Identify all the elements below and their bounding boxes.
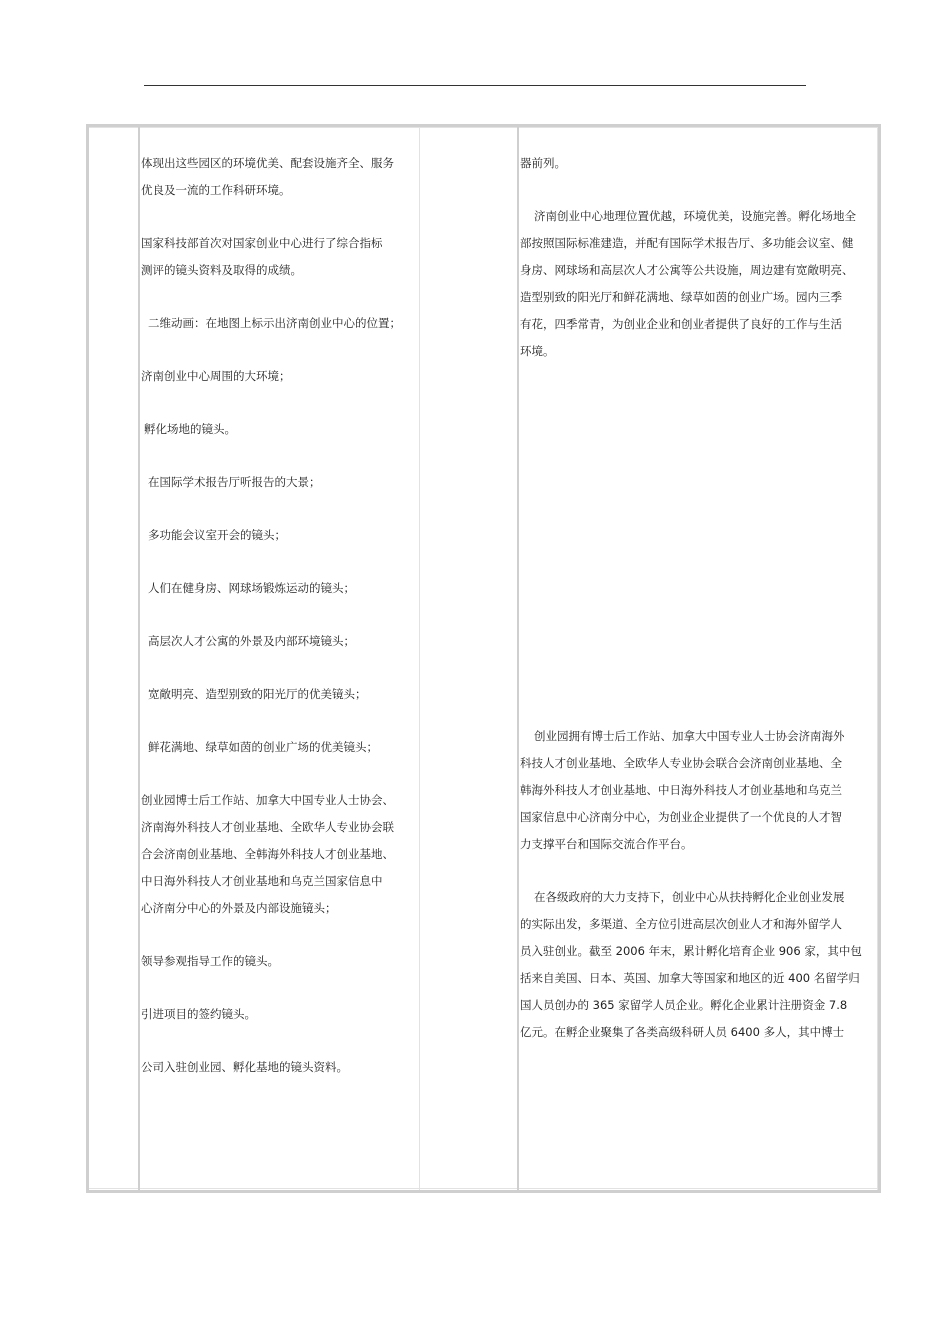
left-line: 宽敞明亮、造型别致的阳光厅的优美镜头；	[148, 687, 367, 701]
right-line: 造型别致的阳光厅和鲜花满地、绿草如茵的创业广场。园内三季	[520, 290, 842, 304]
header-rule	[144, 85, 806, 86]
right-line: 有花，四季常青，为创业企业和创业者提供了良好的工作与生活	[520, 317, 842, 331]
left-line: 公司入驻创业园、孵化基地的镜头资料。	[141, 1060, 348, 1074]
left-line: 在国际学术报告厅听报告的大景；	[148, 475, 321, 489]
left-line: 合会济南创业基地、全韩海外科技人才创业基地、	[141, 847, 394, 861]
left-line: 心济南分中心的外景及内部设施镜头；	[141, 901, 337, 915]
right-column-text	[520, 150, 878, 1046]
left-line: 国家科技部首次对国家创业中心进行了综合指标	[141, 236, 383, 250]
right-line: 身房、网球场和高层次人才公寓等公共设施，周边建有宽敞明亮、	[520, 263, 854, 277]
left-line: 济南创业中心周围的大环境；	[141, 369, 291, 383]
table-inner-bottom-border	[89, 1188, 878, 1189]
right-line: 部按照国际标准建造，并配有国际学术报告厅、多功能会议室、健	[520, 236, 854, 250]
left-line: 二维动画：在地图上标示出济南创业中心的位置；	[148, 316, 401, 330]
left-line: 引进项目的签约镜头。	[141, 1007, 256, 1021]
right-line: 器前列。	[520, 156, 566, 170]
column-divider-2	[419, 127, 420, 1190]
left-line: 领导参观指导工作的镜头。	[141, 954, 279, 968]
right-line: 的实际出发，多渠道、全方位引进高层次创业人才和海外留学人	[520, 917, 842, 931]
left-column-text	[141, 150, 419, 1081]
right-line: 力支撑平台和国际交流合作平台。	[520, 837, 693, 851]
left-line: 孵化场地的镜头。	[144, 422, 236, 436]
right-line: 济南创业中心地理位置优越，环境优美，设施完善。孵化场地全	[534, 209, 856, 223]
right-line: 亿元。在孵企业聚集了各类高级科研人员 6400 多人，其中博士	[520, 1025, 845, 1039]
left-line: 体现出这些园区的环境优美、配套设施齐全、服务	[141, 156, 394, 170]
left-line: 创业园博士后工作站、加拿大中国专业人士协会、	[141, 793, 394, 807]
left-line: 高层次人才公寓的外景及内部环境镜头；	[148, 634, 355, 648]
left-line: 多功能会议室开会的镜头；	[148, 528, 286, 542]
right-line: 在各级政府的大力支持下，创业中心从扶持孵化企业创业发展	[534, 890, 845, 904]
right-line: 国人员创办的 365 家留学人员企业。孵化企业累计注册资金 7.8	[520, 998, 848, 1012]
right-line: 员入驻创业。截至 2006 年末，累计孵化培育企业 906 家，其中包	[520, 944, 862, 958]
left-line: 优良及一流的工作科研环境。	[141, 183, 291, 197]
left-line: 济南海外科技人才创业基地、全欧华人专业协会联	[141, 820, 394, 834]
column-divider-3	[517, 127, 519, 1190]
right-line: 韩海外科技人才创业基地、中日海外科技人才创业基地和乌克兰	[520, 783, 842, 797]
left-line: 鲜花满地、绿草如茵的创业广场的优美镜头；	[148, 740, 378, 754]
column-divider-1	[138, 127, 140, 1190]
right-line: 括来自美国、日本、英国、加拿大等国家和地区的近 400 名留学归	[520, 971, 860, 985]
left-line: 人们在健身房、网球场锻炼运动的镜头；	[148, 581, 355, 595]
right-line: 环境。	[520, 344, 555, 358]
left-line: 测评的镜头资料及取得的成绩。	[141, 263, 302, 277]
right-line: 国家信息中心济南分中心，为创业企业提供了一个优良的人才智	[520, 810, 842, 824]
left-line: 中日海外科技人才创业基地和乌克兰国家信息中	[141, 874, 383, 888]
table-inner-top-border	[89, 127, 878, 128]
right-line: 科技人才创业基地、全欧华人专业协会联合会济南创业基地、全	[520, 756, 842, 770]
right-line: 创业园拥有博士后工作站、加拿大中国专业人士协会济南海外	[534, 729, 845, 743]
